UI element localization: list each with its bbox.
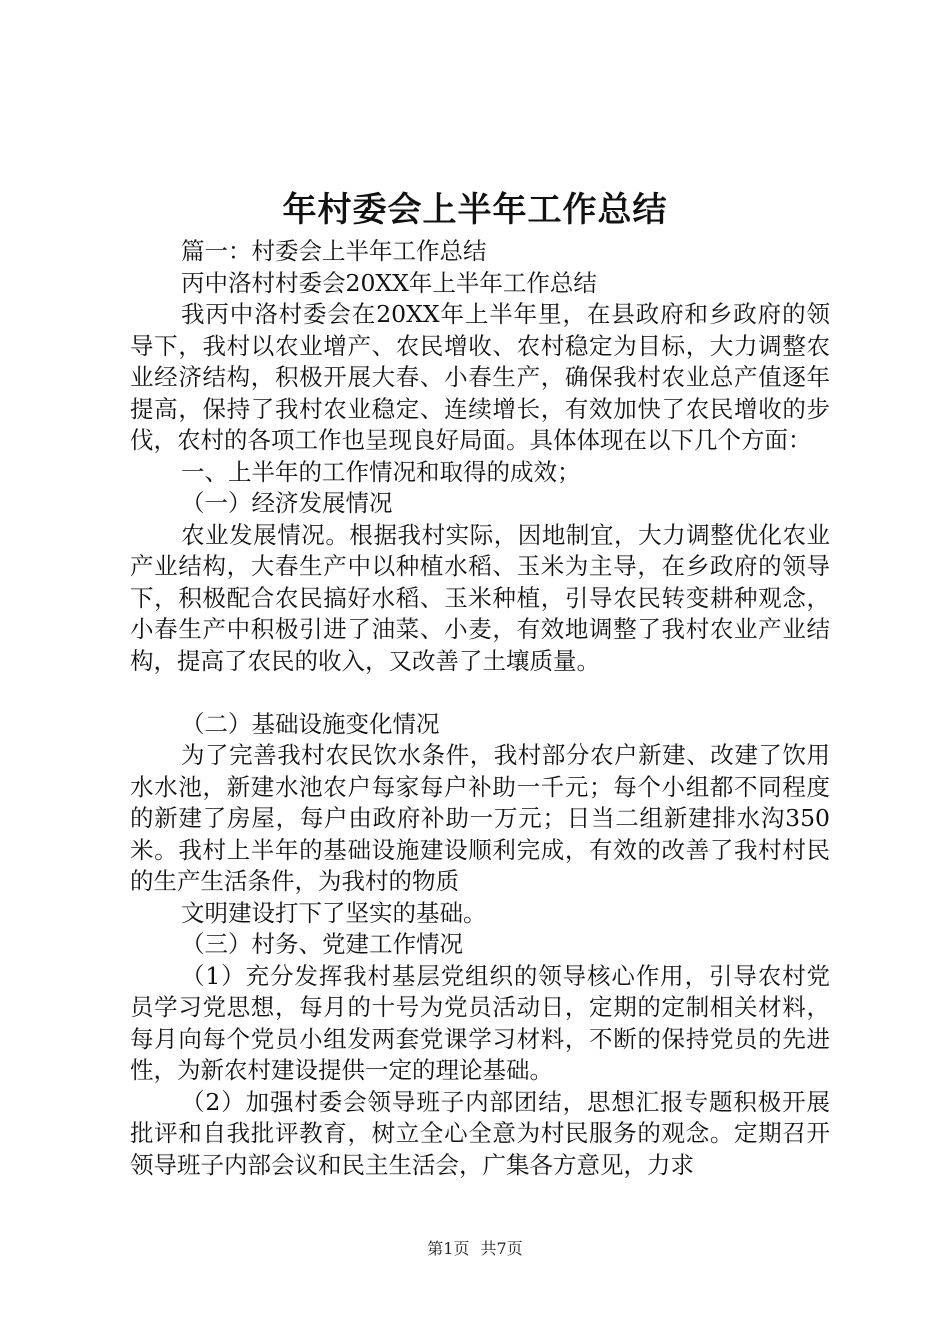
body-paragraph: 农业发展情况。根据我村实际，因地制宜，大力调整优化农业产业结构，大春生产中以种植水稻、玉米为主导，在乡政府的领导下，积极配合农民搞好水稻、玉米种植，引导农民转变耕种观念，小春生产中积极引进了油菜、小麦，有效地调整了我村农业产业结构，提高了农民的收入，又改善了土壤质量。 bbox=[130, 520, 830, 675]
page-number: 第1页 bbox=[427, 1239, 470, 1258]
document-body bbox=[130, 236, 830, 1181]
body-paragraph: （1）充分发挥我村基层党组织的领导核心作用，引导农村党员学习党思想，每月的十号为党员活动日，定期的定制相关材料，每月向每个党员小组发两套党课学习材料，不断的保持党员的先进性，为新农村建设提供一定的理论基础。 bbox=[130, 961, 830, 1084]
subsection-heading: （二）基础设施变化情况 bbox=[181, 709, 440, 738]
section-heading: 篇一：村委会上半年工作总结 bbox=[181, 237, 487, 265]
page-total: 共7页 bbox=[480, 1239, 523, 1258]
body-paragraph: 为了完善我村农民饮水条件，我村部分农户新建、改建了饮用水水池，新建水池农户每家每户补助一千元；每个小组都不同程度的新建了房屋，每户由政府补助一万元；日当二组新建排水沟350米。我村上半年的基础设施建设顺利完成，有效的改善了我村村民的生产生活条件，为我村的物质 bbox=[130, 741, 830, 895]
subsection-heading: （三）村务、党建工作情况 bbox=[181, 930, 463, 958]
summary-subtitle: 丙中洛村村委会20XX年上半年工作总结 bbox=[181, 268, 597, 297]
body-paragraph: （2）加强村委会领导班子内部团结，思想汇报专题积极开展批评和自我批评教育，树立全心全意为村民服务的观念。定期召开领导班子内部会议和民主生活会，广集各方意见，力求 bbox=[130, 1087, 830, 1179]
document-title: 年村委会上半年工作总结 bbox=[282, 190, 668, 230]
body-paragraph: 文明建设打下了坚实的基础。 bbox=[181, 898, 487, 927]
body-paragraph: 我丙中洛村委会在20XX年上半年里，在县政府和乡政府的领导下，我村以农业增产、农民增收、农村稳定为目标，大力调整农业经济结构，积极开展大春、小春生产，确保我村农业总产值逐年提高，保持了我村农业稳定、连续增长，有效加快了农民增收的步伐，农村的各项工作也呈现良好局面。具体体现在以下几个方面： bbox=[130, 300, 830, 454]
subsection-heading: （一）经济发展情况 bbox=[181, 489, 393, 517]
paragraph-spacer bbox=[130, 677, 830, 709]
section-heading: 一、上半年的工作情况和取得的成效； bbox=[181, 457, 581, 486]
page-footer bbox=[0, 1238, 950, 1260]
